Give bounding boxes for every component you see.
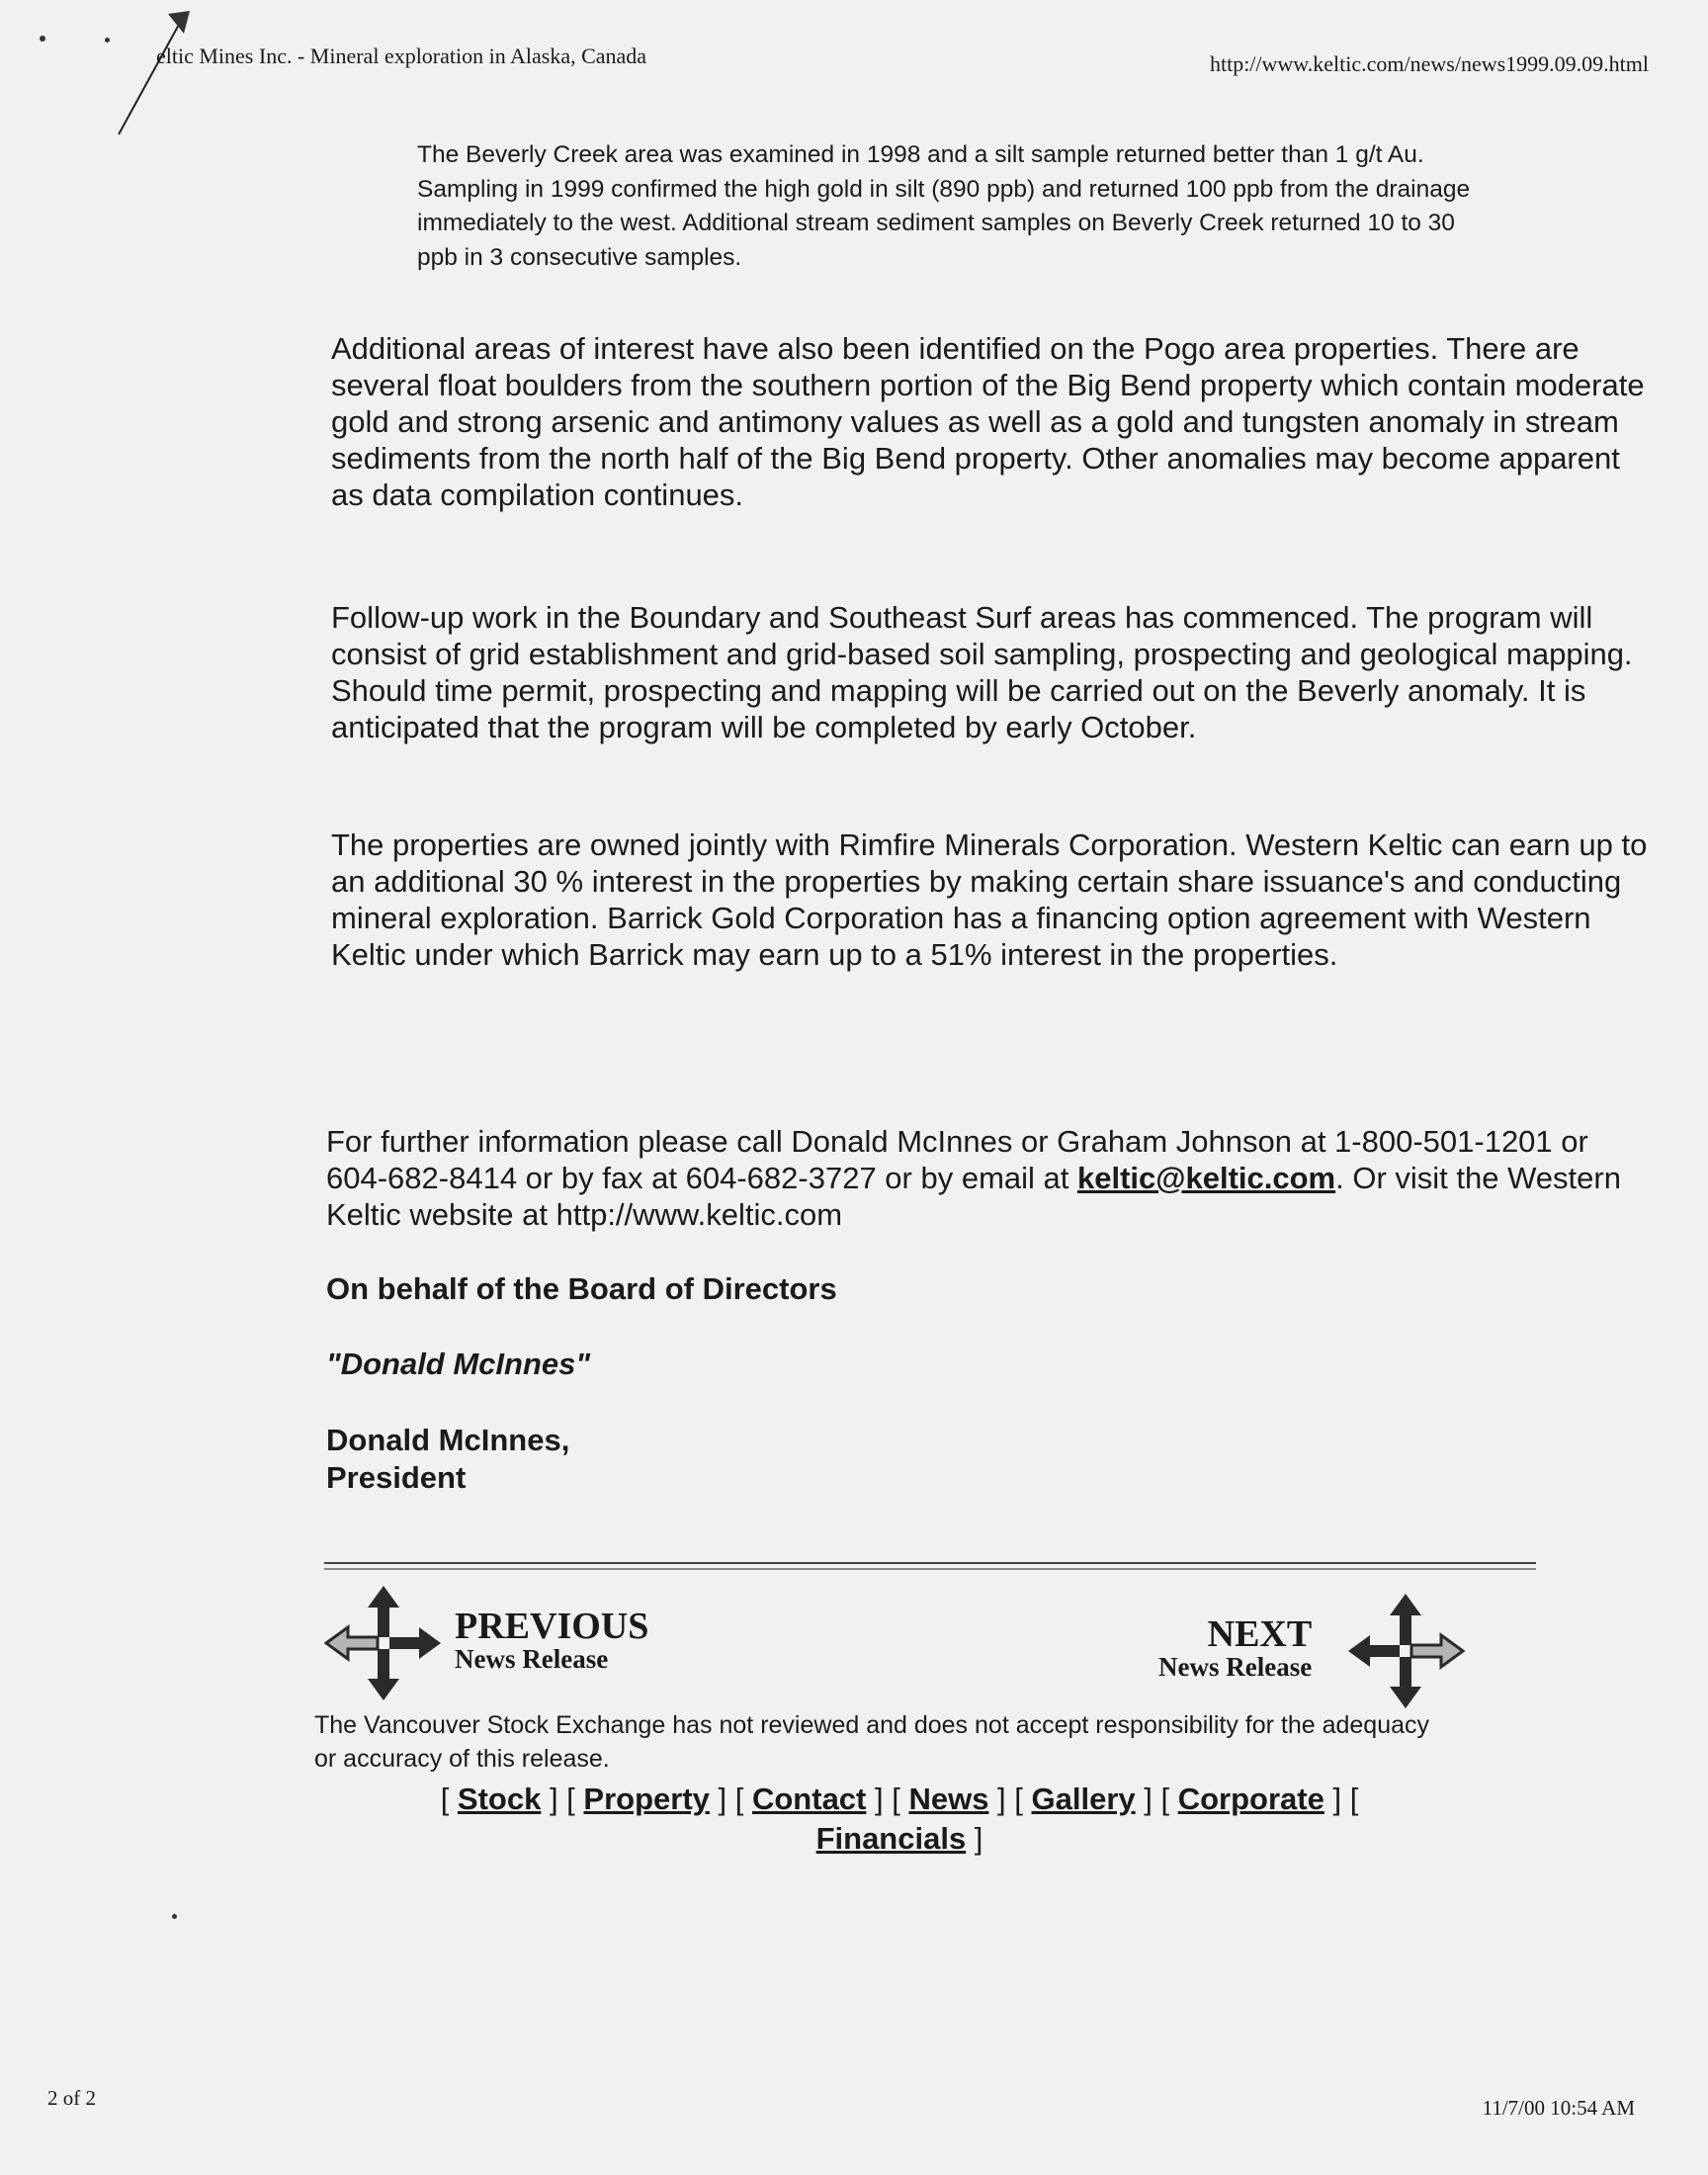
contact-text-before: For further information please call Donald McInnes or Graham Johnson at 1-800-501-1201 or 604-682-8414 or by fax at 604-682-3727 or by email at	[326, 1124, 1588, 1195]
signatory-name: Donald McInnes,	[326, 1423, 570, 1457]
previous-arrows-icon[interactable]	[324, 1584, 443, 1702]
paragraph-ownership: The properties are owned jointly with Rimfire Minerals Corporation. Western Keltic can earn up to an additional 30 % interest in the properties by making certain share issuance's and conducting mineral exploration. Barrick Gold Corporation has a financing option agreement with Western Keltic under which Barrick may earn up to a 51% interest in the properties.	[331, 827, 1648, 972]
paragraph-follow-up-work: Follow-up work in the Boundary and Southeast Surf areas has commenced. The program will consist of grid establishment and grid-based soil sampling, prospecting and geological mapping. Should time permit, prospecting and mapping will be carried out on the Beverly anomaly. It is anticipated that the program will be completed by early October.	[331, 600, 1633, 744]
contact-text-after: . Or visit the Western Keltic website at http://www.keltic.com	[326, 1161, 1621, 1232]
previous-news-release-link[interactable]	[455, 1608, 648, 1673]
horizontal-divider	[324, 1562, 1536, 1570]
next-sublabel: News Release	[1158, 1652, 1313, 1682]
previous-label: PREVIOUS	[455, 1606, 649, 1647]
next-news-release-link[interactable]	[1158, 1615, 1312, 1681]
behalf-line: On behalf of the Board of Directors	[326, 1271, 837, 1306]
page-number: 2 of 2	[47, 2086, 96, 2110]
next-label: NEXT	[1207, 1613, 1313, 1655]
email-link[interactable]: keltic@keltic.com	[1076, 1161, 1336, 1195]
footer-navigation: [ Stock ] [ Property ] [ Contact ] [ News ] [ Gallery ] [ Corporate ] [ Financials ]	[440, 1782, 1359, 1856]
footer-link-news[interactable]: News	[908, 1782, 989, 1816]
beverly-creek-paragraph: The Beverly Creek area was examined in 1998 and a silt sample returned better than 1 g/t Au. Sampling in 1999 confirmed the high gold in silt (890 ppb) and returned 100 ppb from the drainage immediately to the west. Additional stream sediment samples on Beverly Creek returned 10 to 30 ppb in 3 consecutive samples.	[417, 141, 1471, 271]
header-url: http://www.keltic.com/news/news1999.09.09.html	[1209, 51, 1649, 76]
print-timestamp: 11/7/00 10:54 AM	[1482, 2096, 1635, 2120]
signatory-role: President	[326, 1460, 467, 1495]
scan-speck	[105, 38, 110, 43]
footer-link-stock[interactable]: Stock	[457, 1782, 542, 1816]
footer-link-corporate[interactable]: Corporate	[1177, 1782, 1324, 1816]
paragraph-pogo-areas: Additional areas of interest have also been identified on the Pogo area properties. There are several float boulders from the southern portion of the Big Bend property which contain moderate gold and strong arsenic and antimony values as well as a gold and tungsten anomaly in stream sediments from the north half of the Big Bend property. Other anomalies may become apparent as data compilation continues.	[331, 331, 1645, 512]
contact-paragraph	[326, 1123, 1651, 1233]
next-arrows-icon[interactable]	[1346, 1592, 1465, 1710]
scan-speck	[172, 1914, 177, 1919]
previous-sublabel: News Release	[455, 1644, 609, 1674]
scan-speck	[40, 36, 45, 42]
footer-link-financials[interactable]: Financials	[815, 1821, 967, 1856]
vse-disclaimer: The Vancouver Stock Exchange has not reviewed and does not accept responsibility for the adequacy or accuracy of this release.	[314, 1711, 1430, 1773]
pen-mark	[99, 8, 208, 136]
footer-link-property[interactable]: Property	[583, 1782, 710, 1816]
footer-link-contact[interactable]: Contact	[751, 1782, 867, 1816]
signature: "Donald McInnes"	[326, 1347, 591, 1381]
header-title: eltic Mines Inc. - Mineral exploration in Alaska, Canada	[156, 44, 647, 68]
footer-link-gallery[interactable]: Gallery	[1031, 1782, 1136, 1816]
signatory-block	[326, 1422, 569, 1497]
